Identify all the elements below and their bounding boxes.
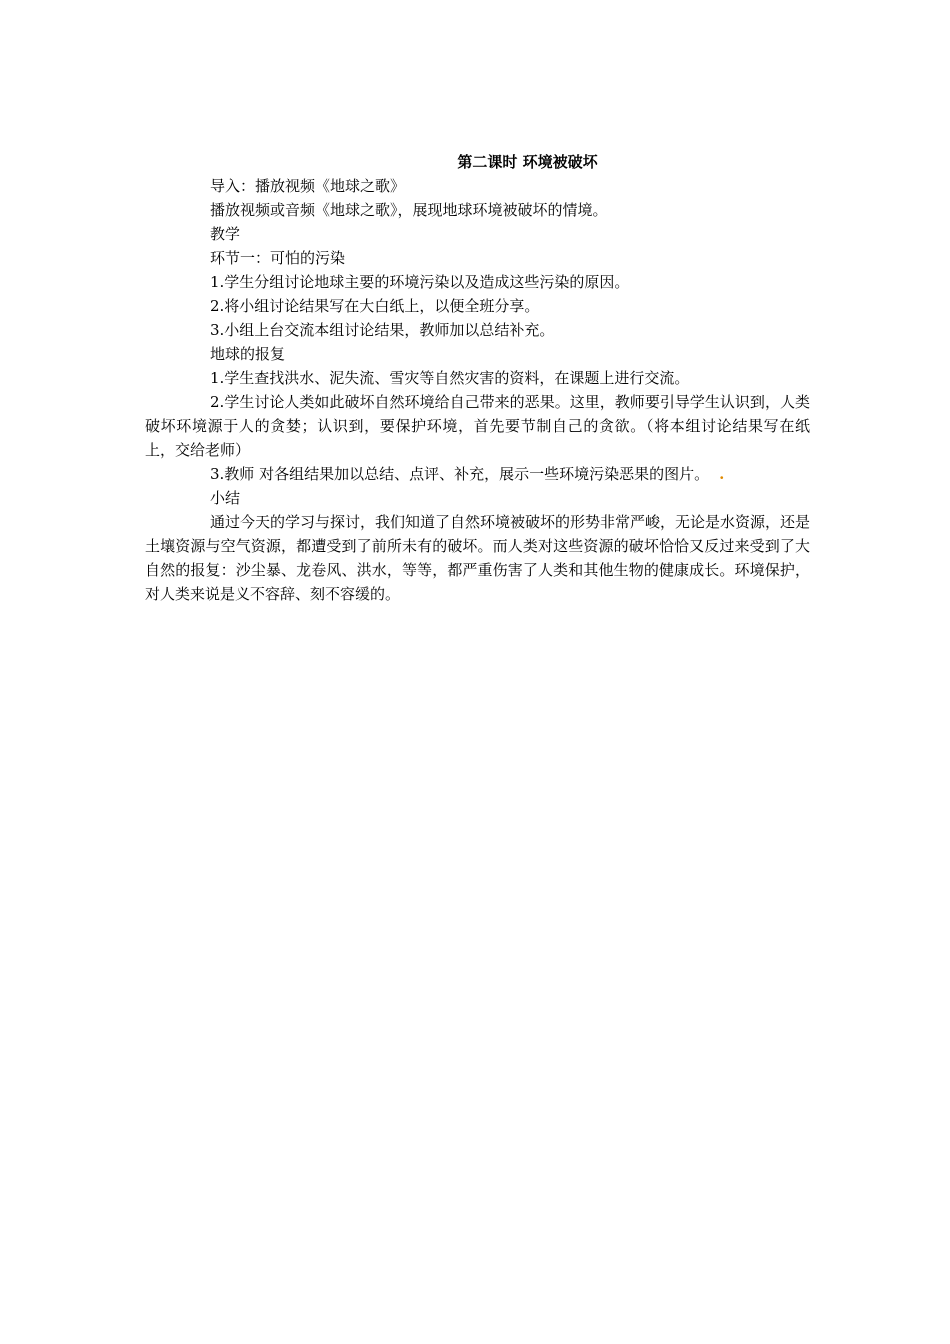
pollution-step-3: 3.小组上台交流本组讨论结果，教师加以总结补充。 [210, 321, 555, 339]
pollution-step-2: 2.将小组讨论结果写在大白纸上，以便全班分享。 [210, 297, 540, 315]
document-body [145, 150, 810, 606]
revenge-step-1: 1.学生查找洪水、泥失流、雪灾等自然灾害的资料，在课题上进行交流。 [210, 369, 690, 387]
section-heading-revenge: 地球的报复 [210, 345, 286, 363]
section-heading-summary: 小结 [210, 489, 241, 507]
revenge-step-3: 3.教师 对各组结果加以总结、点评、补充，展示一些环境污染恶果的图片。 [210, 465, 710, 483]
intro-description: 播放视频或音频《地球之歌》，展现地球环境被破坏的情境。 [210, 201, 608, 219]
summary-paragraph: 通过今天的学习与探讨，我们知道了自然环境被破坏的形势非常严峻，无论是水资源，还是土壤资源与空气资源，都遭受到了前所未有的破坏。而人类对这些资源的破坏恰恰又反过来受到了大自然的报复：沙尘暴、龙卷风、洪水，等等，都严重伤害了人类和其他生物的健康成长。环境保护，对人类来说是义不容辞、刻不容缓的。 [145, 513, 811, 603]
intro-line: 导入：播放视频《地球之歌》 [210, 177, 406, 195]
page-title: 第二课时 环境被破坏 [457, 153, 598, 171]
revenge-step-2: 2.学生讨论人类如此破坏自然环境给自己带来的恶果。这里，教师要引导学生认识到，人类破坏环境源于人的贪婪；认识到，要保护环境，首先要节制自己的贪欲。（将本组讨论结果写在纸上，交给老师） [145, 393, 810, 459]
orange-dot-mark: . [719, 465, 725, 483]
revenge-step-3-line [145, 462, 810, 486]
pollution-step-1: 1.学生分组讨论地球主要的环境污染以及造成这些污染的原因。 [210, 273, 630, 291]
section-heading-pollution: 环节一：可怕的污染 [210, 249, 346, 267]
section-heading-teaching: 教学 [210, 225, 241, 243]
